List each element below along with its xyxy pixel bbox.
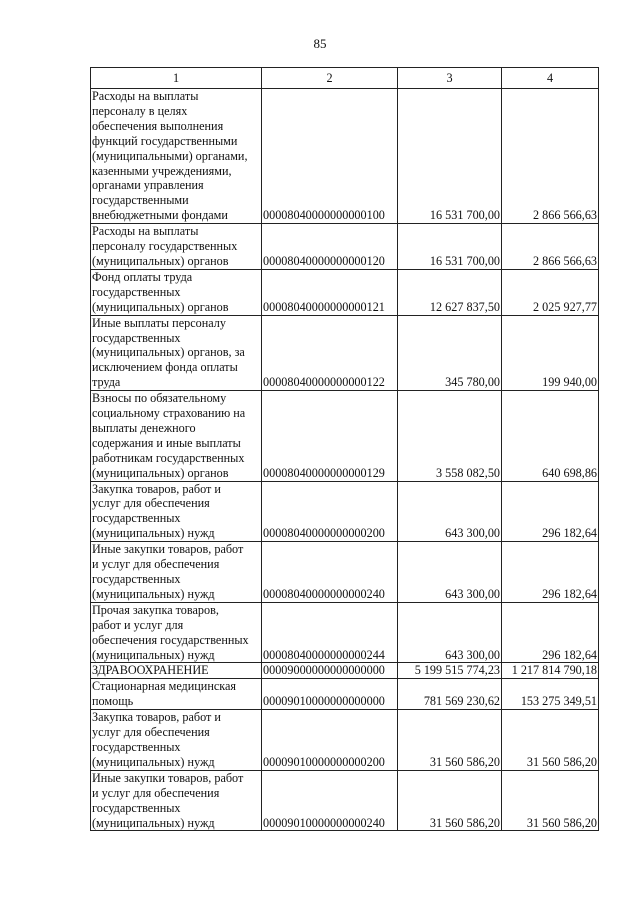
table-row bbox=[91, 269, 599, 315]
amount-col4: 640 698,86 bbox=[502, 391, 599, 481]
expense-name: Расходы на выплаты персоналу в целях обеспечения выполнения функций государственными (муниципальными) органами, казенными учреждениями, органами управления государственными внебюджетными фондами bbox=[91, 89, 262, 224]
amount-col4: 296 182,64 bbox=[502, 542, 599, 603]
expense-name: Расходы на выплаты персоналу государственных (муниципальных) органов bbox=[91, 224, 262, 270]
table-row bbox=[91, 542, 599, 603]
budget-code: 00008040000000000100 bbox=[262, 89, 398, 224]
table-row bbox=[91, 710, 599, 771]
budget-code: 00009010000000000240 bbox=[262, 770, 398, 831]
amount-col3: 12 627 837,50 bbox=[398, 269, 502, 315]
column-header-1: 1 bbox=[91, 68, 262, 89]
amount-col3: 643 300,00 bbox=[398, 481, 502, 542]
amount-col4: 296 182,64 bbox=[502, 481, 599, 542]
budget-code: 00008040000000000122 bbox=[262, 315, 398, 391]
budget-code: 00008040000000000121 bbox=[262, 269, 398, 315]
amount-col3: 5 199 515 774,23 bbox=[398, 663, 502, 679]
budget-code: 00008040000000000129 bbox=[262, 391, 398, 481]
amount-col3: 31 560 586,20 bbox=[398, 710, 502, 771]
expense-name: Иные закупки товаров, работ и услуг для обеспечения государственных (муниципальных) нужд bbox=[91, 542, 262, 603]
budget-code: 00008040000000000240 bbox=[262, 542, 398, 603]
expense-name: Закупка товаров, работ и услуг для обеспечения государственных (муниципальных) нужд bbox=[91, 481, 262, 542]
column-header-3: 3 bbox=[398, 68, 502, 89]
expense-name: Фонд оплаты труда государственных (муниципальных) органов bbox=[91, 269, 262, 315]
page-number: 85 bbox=[313, 36, 327, 51]
budget-code: 00008040000000000244 bbox=[262, 602, 398, 663]
table-row bbox=[91, 224, 599, 270]
amount-col4: 2 025 927,77 bbox=[502, 269, 599, 315]
expense-name: Закупка товаров, работ и услуг для обеспечения государственных (муниципальных) нужд bbox=[91, 710, 262, 771]
table-row bbox=[91, 679, 599, 710]
amount-col3: 16 531 700,00 bbox=[398, 89, 502, 224]
amount-col3: 643 300,00 bbox=[398, 542, 502, 603]
table-row bbox=[91, 602, 599, 663]
expense-name: Прочая закупка товаров, работ и услуг для обеспечения государственных (муниципальных) нужд bbox=[91, 602, 262, 663]
table-row bbox=[91, 663, 599, 679]
amount-col3: 16 531 700,00 bbox=[398, 224, 502, 270]
expense-name: Стационарная медицинская помощь bbox=[91, 679, 262, 710]
budget-code: 00008040000000000200 bbox=[262, 481, 398, 542]
amount-col4: 31 560 586,20 bbox=[502, 710, 599, 771]
expense-name: Иные выплаты персоналу государственных (муниципальных) органов, за исключением фонда оплаты труда bbox=[91, 315, 262, 391]
amount-col4: 1 217 814 790,18 bbox=[502, 663, 599, 679]
budget-code: 00009010000000000000 bbox=[262, 679, 398, 710]
budget-table bbox=[90, 67, 599, 831]
amount-col4: 296 182,64 bbox=[502, 602, 599, 663]
budget-code: 00009010000000000200 bbox=[262, 710, 398, 771]
table-row bbox=[91, 770, 599, 831]
table-row bbox=[91, 89, 599, 224]
table-body bbox=[91, 89, 599, 831]
amount-col3: 31 560 586,20 bbox=[398, 770, 502, 831]
amount-col3: 3 558 082,50 bbox=[398, 391, 502, 481]
amount-col3: 643 300,00 bbox=[398, 602, 502, 663]
table-row bbox=[91, 315, 599, 391]
amount-col4: 2 866 566,63 bbox=[502, 89, 599, 224]
table-row bbox=[91, 481, 599, 542]
amount-col4: 2 866 566,63 bbox=[502, 224, 599, 270]
column-header-2: 2 bbox=[262, 68, 398, 89]
budget-code: 00008040000000000120 bbox=[262, 224, 398, 270]
budget-code: 00009000000000000000 bbox=[262, 663, 398, 679]
expense-name: Взносы по обязательному социальному страхованию на выплаты денежного содержания и иные выплаты работникам государственных (муниципальных) органов bbox=[91, 391, 262, 481]
amount-col4: 31 560 586,20 bbox=[502, 770, 599, 831]
table-header-row bbox=[91, 68, 599, 89]
expense-name: Иные закупки товаров, работ и услуг для обеспечения государственных (муниципальных) нужд bbox=[91, 770, 262, 831]
amount-col4: 199 940,00 bbox=[502, 315, 599, 391]
column-header-4: 4 bbox=[502, 68, 599, 89]
amount-col4: 153 275 349,51 bbox=[502, 679, 599, 710]
table-row bbox=[91, 391, 599, 481]
amount-col3: 345 780,00 bbox=[398, 315, 502, 391]
expense-name: ЗДРАВООХРАНЕНИЕ bbox=[91, 663, 262, 679]
amount-col3: 781 569 230,62 bbox=[398, 679, 502, 710]
